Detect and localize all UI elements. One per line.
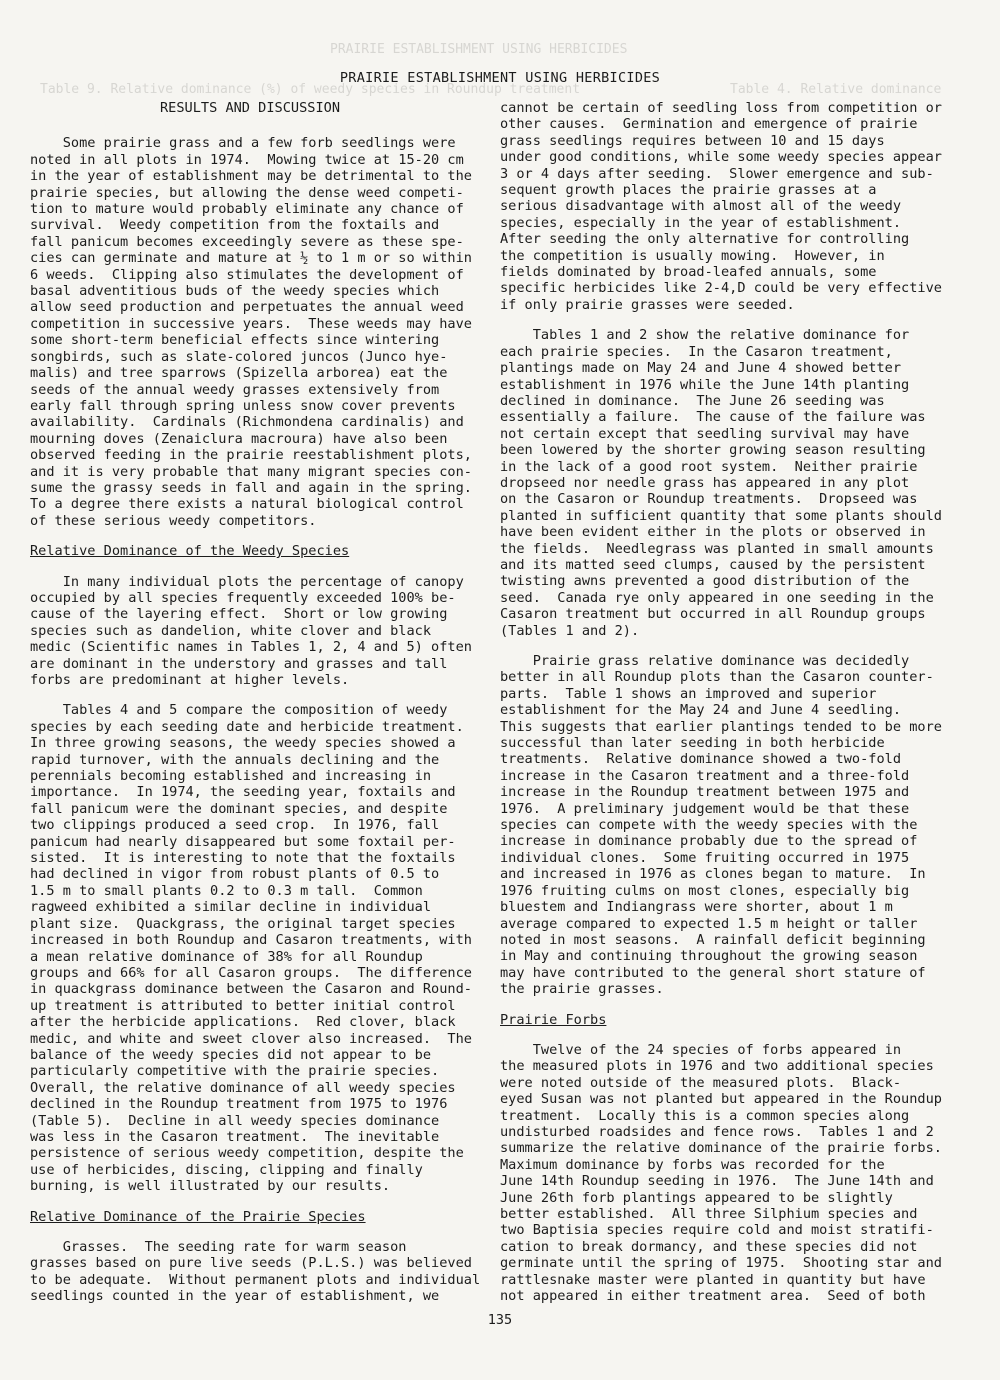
text-line: species can compete with the weedy species with the (500, 817, 918, 834)
text-line: 3 or 4 days after seeding. Slower emergence and sub- (500, 165, 934, 182)
text-line: balance of the weedy species did not appear to be (30, 1046, 432, 1063)
text-line: fall panicum were the dominant species, and despite (30, 800, 448, 817)
text-line: (Table 5). Decline in all weedy species dominance (30, 1112, 440, 1129)
subheading: Relative Dominance of the Prairie Species (30, 1208, 366, 1225)
running-head: PRAIRIE ESTABLISHMENT USING HERBICIDES (339, 70, 661, 86)
text-line: Tables 1 and 2 show the relative dominance for (500, 327, 910, 344)
text-line: June 26th forb plantings appeared to be slightly (500, 1189, 893, 1206)
text-line: rapid turnover, with the annuals declining and the (30, 751, 440, 768)
text-line: germinate until the spring of 1975. Shooting star and (500, 1255, 942, 1272)
text-line: was less in the Casaron treatment. The inevitable (30, 1128, 440, 1145)
text-line: availability. Cardinals (Richmondena cardinalis) and (30, 414, 464, 431)
text-line: a mean relative dominance of 38% for all Roundup (30, 948, 423, 965)
text-line: seed. Canada rye only appeared in one seeding in the (500, 589, 934, 606)
text-line: two Baptisia species require cold and moist stratifi- (500, 1222, 934, 1239)
text-line: not certain except that seedling survival may have (500, 425, 910, 442)
text-line: allow seed production and perpetuates the annual weed (30, 299, 464, 316)
text-line: cause of the layering effect. Short or low growing (30, 606, 448, 623)
text-line: successful than later seeding in both herbicide (500, 735, 885, 752)
text-line: had declined in vigor from robust plants of 0.5 to (30, 866, 440, 883)
text-line: groups and 66% for all Casaron groups. The difference (30, 964, 472, 981)
text-line: if only prairie grasses were seeded. (500, 296, 795, 313)
text-line: not appeared in either treatment area. Seed of both (500, 1288, 926, 1305)
text-line: mourning doves (Zenaiclura macroura) have also been (30, 430, 448, 447)
text-line: other causes. Germination and emergence of prairie (500, 116, 918, 133)
text-line: to be adequate. Without permanent plots and individual (30, 1271, 481, 1288)
left-column (30, 100, 481, 1319)
paragraph (30, 574, 470, 689)
bleed-through-text: Table 4. Relative dominance (730, 82, 942, 97)
text-line: June 14th Roundup seeding in 1976. The June 14th and (500, 1173, 934, 1190)
text-line: and its matted seed clumps, caused by the persistent (500, 556, 926, 573)
text-line: declined in the Roundup treatment from 1975 to 1976 (30, 1096, 448, 1113)
text-line: sisted. It is interesting to note that the foxtails (30, 850, 456, 867)
text-line: cannot be certain of seedling loss from competition or (500, 100, 942, 116)
text-line: To a degree there exists a natural biological control (30, 496, 464, 513)
text-line: treatments. Relative dominance showed a two-fold (500, 751, 902, 768)
text-line: species by each seeding date and herbicide treatment. (30, 718, 464, 735)
text-line: sume the grassy seeds in fall and again in the spring. (30, 479, 472, 496)
text-line: and it is very probable that many migrant species con- (30, 463, 472, 480)
text-line: competition in successive years. These weeds may have (30, 315, 472, 332)
text-line: some short-term beneficial effects since wintering (30, 332, 440, 349)
text-line: 1.5 m to small plants 0.2 to 0.3 m tall. Common (30, 882, 423, 899)
text-line: dropseed nor needle grass has appeared in any plot (500, 474, 910, 491)
text-line: (Tables 1 and 2). (500, 622, 640, 639)
text-line: Overall, the relative dominance of all weedy species (30, 1079, 456, 1096)
text-line: parts. Table 1 shows an improved and superior (500, 685, 877, 702)
text-line: observed feeding in the prairie reestablishment plots, (30, 447, 472, 464)
text-line: plantings made on May 24 and June 4 showed better (500, 360, 902, 377)
text-line: persistence of serious weedy competition, despite the (30, 1145, 464, 1162)
text-line: better in all Roundup plots than the Casaron counter- (500, 669, 934, 686)
paragraph (500, 1042, 945, 1305)
text-line: essentially a failure. The cause of the failure was (500, 409, 926, 426)
text-line: increase in the Casaron treatment and a three-fold (500, 767, 910, 784)
text-line: medic, and white and sweet clover also increased. The (30, 1030, 472, 1047)
paragraph (500, 327, 945, 639)
page-number: 135 (487, 1312, 513, 1328)
text-line: the measured plots in 1976 and two additional species (500, 1058, 934, 1075)
text-line: Maximum dominance by forbs was recorded for the (500, 1156, 885, 1173)
text-line: 6 weeds. Clipping also stimulates the development of (30, 266, 464, 283)
text-line: each prairie species. In the Casaron treatment, (500, 343, 893, 360)
text-line: cies can germinate and mature at ½ to 1 m or so within (30, 250, 472, 267)
text-line: occupied by all species frequently exceeded 100% be- (30, 589, 456, 606)
text-line: fields dominated by broad-leafed annuals, some (500, 264, 877, 281)
text-line: been lowered by the shorter growing season resulting (500, 442, 926, 459)
text-line: treatment. Locally this is a common species along (500, 1107, 910, 1124)
text-line: basal adventitious buds of the weedy species which (30, 283, 440, 300)
text-line: serious disadvantage with almost all of the weedy (500, 198, 902, 215)
text-line: on the Casaron or Roundup treatments. Dropseed was (500, 491, 918, 508)
text-line: noted in most seasons. A rainfall deficit beginning (500, 931, 926, 948)
subheading: Prairie Forbs (500, 1011, 607, 1028)
text-line: forbs are predominant at higher levels. (30, 672, 350, 688)
text-line: 1976 fruiting culms on most clones, especially big (500, 882, 910, 899)
subheading: Relative Dominance of the Weedy Species (30, 543, 350, 560)
text-line: specific herbicides like 2-4,D could be very effective (500, 280, 942, 297)
text-line: tion to mature would probably eliminate any chance of (30, 201, 464, 218)
text-line: planted in sufficient quantity that some plants should (500, 507, 942, 524)
text-line: declined in dominance. The June 26 seeding was (500, 392, 885, 409)
text-line: bluestem and Indiangrass were shorter, about 1 m (500, 899, 893, 916)
paragraph (500, 653, 945, 998)
text-line: species, especially in the year of establishment. (500, 214, 902, 231)
text-line: the fields. Needlegrass was planted in small amounts (500, 540, 934, 557)
text-line: After seeding the only alternative for controlling (500, 231, 910, 248)
text-line: are dominant in the understory and grasses and tall (30, 655, 448, 672)
paragraph (30, 702, 470, 1194)
text-line: In three growing seasons, the weedy species showed a (30, 735, 456, 752)
paragraph (30, 135, 470, 529)
text-line: grasses based on pure live seeds (P.L.S.) was believed (30, 1255, 472, 1272)
text-line: cation to break dormancy, and these species did not (500, 1238, 918, 1255)
paragraph (500, 100, 945, 313)
text-line: twisting awns prevented a good distribution of the (500, 573, 910, 590)
text-line: prairie species, but allowing the dense weed competi- (30, 184, 464, 201)
text-line: after the herbicide applications. Red clover, black (30, 1014, 456, 1031)
text-line: songbirds, such as slate-colored juncos (Junco hye- (30, 348, 448, 365)
text-line: individual clones. Some fruiting occurred in 1975 (500, 849, 910, 866)
text-line: better established. All three Silphium species and (500, 1206, 918, 1222)
text-line: rattlesnake master were planted in quantity but have (500, 1271, 926, 1288)
text-line: two clippings produced a seed crop. In 1976, fall (30, 817, 440, 834)
text-line: in the year of establishment may be detrimental to the (30, 168, 472, 185)
text-line: seedlings counted in the year of establishment, we (30, 1288, 440, 1305)
text-line: medic (Scientific names in Tables 1, 2, 4 and 5) often (30, 639, 472, 656)
text-line: in the lack of a good root system. Neither prairie (500, 458, 918, 475)
text-line: establishment in 1976 while the June 14th planting (500, 376, 910, 393)
text-line: average compared to expected 1.5 m height or taller (500, 915, 918, 932)
text-line: up treatment is attributed to better initial control (30, 997, 456, 1014)
text-line: Tables 4 and 5 compare the composition of weedy (30, 702, 448, 719)
text-line: Some prairie grass and a few forb seedlings were (30, 135, 456, 152)
text-line: increase in the Roundup treatment between 1975 and (500, 784, 910, 801)
text-line: noted in all plots in 1974. Mowing twice at 15-20 cm (30, 151, 464, 168)
text-line: eyed Susan was not planted but appeared in the Roundup (500, 1091, 942, 1108)
paragraph (30, 1239, 481, 1305)
text-line: perennials becoming established and increasing in (30, 768, 432, 785)
text-line: use of herbicides, discing, clipping and finally (30, 1161, 423, 1178)
text-line: fall panicum becomes exceedingly severe as these spe- (30, 233, 464, 250)
text-line: species such as dandelion, white clover and black (30, 622, 432, 639)
text-line: may have contributed to the general short stature of (500, 964, 926, 981)
text-line: the competition is usually mowing. However, in (500, 247, 885, 264)
text-line: ragweed exhibited a similar decline in individual (30, 899, 432, 916)
text-line: increase in dominance probably due to the spread of (500, 833, 918, 850)
text-line: burning, is well illustrated by our results. (30, 1178, 391, 1195)
text-line: the prairie grasses. (500, 981, 664, 998)
text-line: have been evident either in the plots or observed in (500, 524, 926, 541)
text-line: were noted outside of the measured plots. Black- (500, 1074, 902, 1091)
text-line: summarize the relative dominance of the prairie forbs. (500, 1140, 942, 1157)
text-line: establishment for the May 24 and June 4 seedling. (500, 702, 902, 719)
text-line: survival. Weedy competition from the foxtails and (30, 217, 440, 234)
text-line: in quackgrass dominance between the Casaron and Round- (30, 981, 472, 998)
text-line: importance. In 1974, the seeding year, foxtails and (30, 784, 456, 801)
text-line: Twelve of the 24 species of forbs appeared in (500, 1041, 902, 1058)
text-line: grass seedlings requires between 10 and 15 days (500, 132, 885, 149)
bleed-through-text: Table 9. Relative dominance (%) of weedy species in Roundup treatment (40, 82, 581, 97)
text-line: and increased in 1976 as clones began to mature. In (500, 866, 926, 883)
text-line: malis) and tree sparrows (Spizella arborea) eat the (30, 365, 448, 382)
text-line: This suggests that earlier plantings tended to be more (500, 718, 942, 735)
text-line: of these serious weedy competitors. (30, 512, 317, 529)
bleed-through-text: PRAIRIE ESTABLISHMENT USING HERBICIDES (330, 42, 628, 57)
text-line: Grasses. The seeding rate for warm season (30, 1239, 407, 1255)
text-line: increased in both Roundup and Casaron treatments, with (30, 932, 472, 949)
text-line: under good conditions, while some weedy species appear (500, 149, 942, 166)
text-line: particularly competitive with the prairie species. (30, 1063, 440, 1080)
text-line: panicum had nearly disappeared but some foxtail per- (30, 833, 456, 850)
text-line: undisturbed roadsides and fence rows. Tables 1 and 2 (500, 1123, 934, 1140)
text-line: in May and continuing throughout the growing season (500, 948, 918, 965)
text-line: seeds of the annual weedy grasses extensively from (30, 381, 440, 398)
text-line: Casaron treatment but occurred in all Roundup groups (500, 606, 926, 623)
text-line: 1976. A preliminary judgement would be that these (500, 800, 910, 817)
text-line: In many individual plots the percentage of canopy (30, 573, 464, 590)
right-column (500, 100, 945, 1318)
text-line: early fall through spring unless snow cover prevents (30, 397, 456, 414)
text-line: sequent growth places the prairie grasses at a (500, 182, 877, 199)
section-heading: RESULTS AND DISCUSSION (159, 100, 341, 116)
text-line: Prairie grass relative dominance was decidedly (500, 653, 910, 669)
text-line: plant size. Quackgrass, the original target species (30, 915, 456, 932)
